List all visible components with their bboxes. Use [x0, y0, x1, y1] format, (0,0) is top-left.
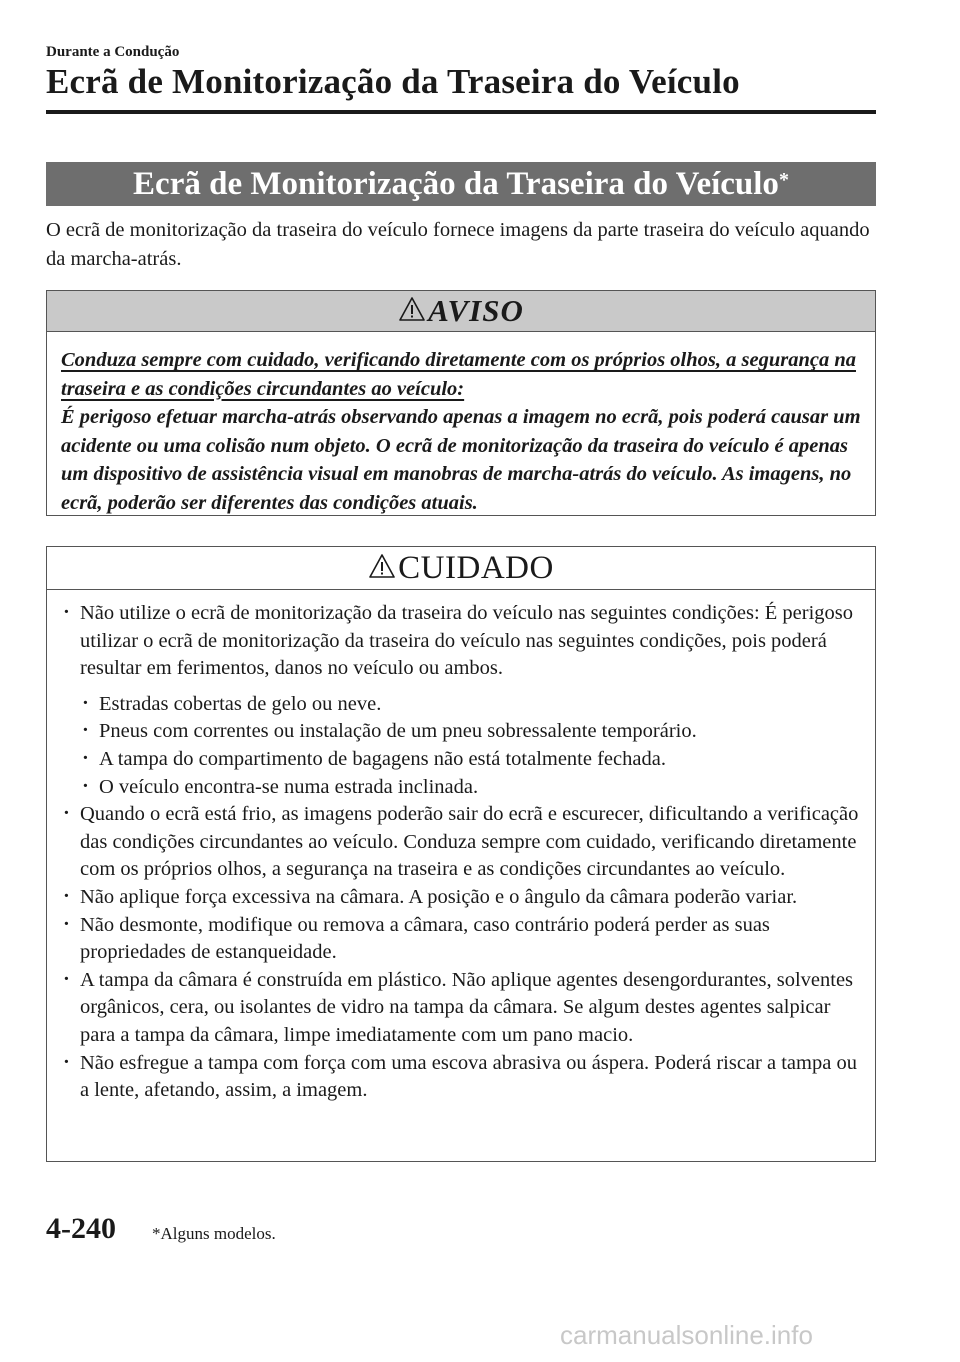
caution-subitem: · O veículo encontra-se numa estrada inclinada. [80, 774, 861, 802]
caution-title: CUIDADO [398, 549, 554, 586]
caution-item: · Não utilize o ecrã de monitorização da traseira do veículo nas seguintes condições: É perigoso utilizar o ecrã de monitorização da traseira do veículo nas seguintes condições, pois poderá resultar em ferimentos, danos no veículo ou ambos. [61, 600, 861, 683]
caution-sublist [80, 691, 861, 801]
watermark: carmanualsonline.info [560, 1320, 813, 1350]
footnote: *Alguns modelos. [152, 1224, 276, 1243]
intro-paragraph: O ecrã de monitorização da traseira do veículo fornece imagens da parte traseira do veículo aquando da marcha-atrás. [46, 219, 870, 270]
warning-text: É perigoso efetuar marcha-atrás observando apenas a imagem no ecrã, pois poderá causar um acidente ou uma colisão num objeto. O ecrã de monitorização da traseira do veículo é apenas um dispositivo de assistência visual em manobras de marcha-atrás do veículo. As imagens, no ecrã, poderão ser diferentes das condições atuais. [61, 406, 861, 514]
caution-box [46, 546, 876, 1162]
caution-header [47, 547, 875, 590]
caution-body [47, 590, 875, 1105]
warning-body [47, 332, 875, 517]
warning-title: AVISO [428, 293, 524, 328]
warning-lead: Conduza sempre com cuidado, verificando diretamente com os próprios olhos, a segurança na traseira e as condições circundantes ao veículo: [61, 349, 856, 400]
header-rule [46, 110, 876, 114]
caution-subitem: · Estradas cobertas de gelo ou neve. [80, 691, 861, 719]
running-header: Durante a Condução [46, 44, 180, 60]
caution-item: · Não esfregue a tampa com força com uma escova abrasiva ou áspera. Poderá riscar a tampa ou a lente, afetando, assim, a imagem. [61, 1050, 861, 1105]
caution-item: · Quando o ecrã está frio, as imagens poderão sair do ecrã e escurecer, dificultando a verificação das condições circundantes ao veículo. Conduza sempre com cuidado, verificando diretamente com os próprios olhos, a segurança na traseira e as condições circundantes ao veículo. [61, 801, 861, 884]
section-title: Ecrã de Monitorização da Traseira do Veículo [133, 166, 779, 202]
warning-box [46, 290, 876, 516]
caution-item: · A tampa da câmara é construída em plástico. Não aplique agentes desengordurantes, solventes orgânicos, cera, ou isolantes de vidro na tampa da câmara. Se algum destes agentes salpicar para a tampa da câmara, limpe imediatamente com um pano macio. [61, 967, 861, 1050]
section-title-banner [46, 162, 876, 206]
caution-subitem: · Pneus com correntes ou instalação de um pneu sobressalente temporário. [80, 718, 861, 746]
caution-item: · Não aplique força excessiva na câmara. A posição e o ângulo da câmara poderão variar. [61, 884, 861, 912]
warning-header [47, 291, 875, 332]
footnote-marker: * [778, 169, 789, 191]
page-number: 4-240 [46, 1212, 116, 1245]
caution-item: · Não desmonte, modifique ou remova a câmara, caso contrário poderá perder as suas propriedades de estanqueidade. [61, 912, 861, 967]
chapter-title: Ecrã de Monitorização da Traseira do Veículo [46, 62, 740, 101]
caution-triangle-icon [368, 553, 396, 579]
caution-subitem: · A tampa do compartimento de bagagens não está totalmente fechada. [80, 746, 861, 774]
warning-triangle-icon [398, 296, 426, 322]
